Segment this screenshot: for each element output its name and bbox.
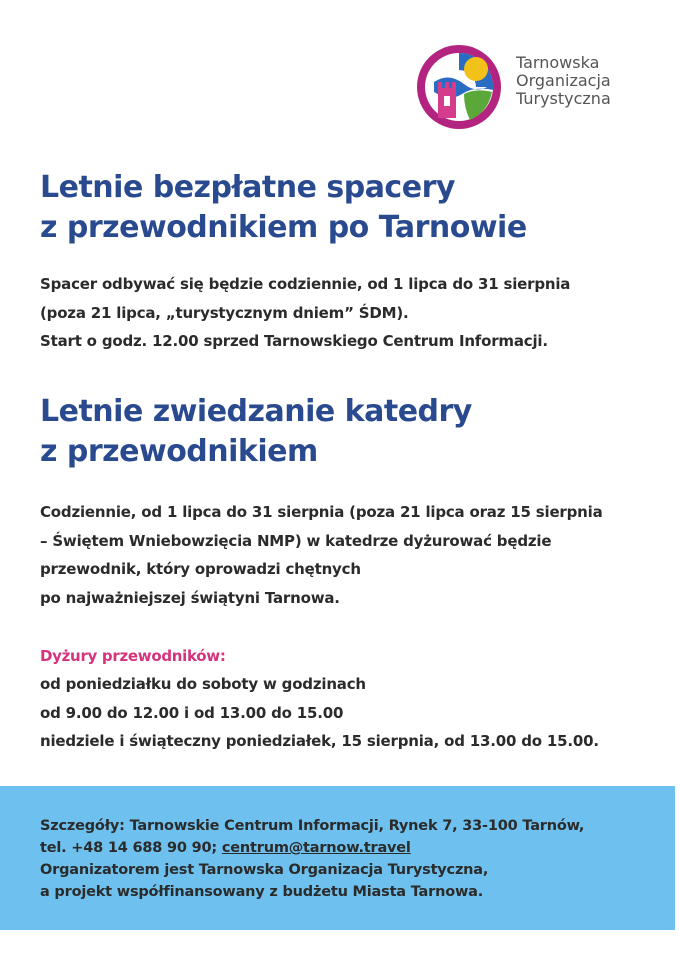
duty-hours-line: od 9.00 do 12.00 i od 13.00 do 15.00 xyxy=(40,703,344,722)
footer-line-4: a projekt współfinansowany z budżetu Miasta Tarnowa. xyxy=(40,884,484,900)
section2-body-line: po najważniejszej świątyni Tarnowa. xyxy=(40,588,340,607)
footer-line-2 xyxy=(40,837,584,859)
tarnow-logo-icon xyxy=(414,42,504,132)
section2-title xyxy=(40,392,472,472)
duty-heading: Dyżury przewodników: xyxy=(40,647,226,665)
footer-line-3: Organizatorem jest Tarnowska Organizacja Turystyczna, xyxy=(40,862,489,878)
section1-title-line-1: Letnie bezpłatne spacery xyxy=(40,170,455,205)
section2-body-line: Codziennie, od 1 lipca do 31 sierpnia (poza 21 lipca oraz 15 sierpnia xyxy=(40,503,603,521)
email-link[interactable]: centrum@tarnow.travel xyxy=(221,840,411,856)
section1-title-line-2: z przewodnikiem po Tarnowie xyxy=(40,210,527,245)
section1-body-line: (poza 21 lipca, „turystycznym dniem” ŚDM). xyxy=(40,303,409,322)
logo-text xyxy=(516,54,611,108)
section2-body xyxy=(40,498,603,612)
section1-title xyxy=(40,168,527,248)
section1-body xyxy=(40,270,570,356)
footer-line-1: Szczegóły: Tarnowskie Centrum Informacji, Rynek 7, 33-100 Tarnów, xyxy=(40,818,585,834)
section1-body-line: Spacer odbywać się będzie codziennie, od 1 lipca do 31 sierpnia xyxy=(40,275,571,293)
footer-text xyxy=(40,815,584,903)
section2-title-line-1: Letnie zwiedzanie katedry xyxy=(40,394,472,429)
duty-hours xyxy=(40,670,599,756)
logo-line-3: Turystyczna xyxy=(516,89,611,108)
section1-body-line: Start o godz. 12.00 sprzed Tarnowskiego Centrum Informacji. xyxy=(40,332,548,350)
section2-body-line: – Świętem Wniebowzięcia NMP) w katedrze dyżurować będzie xyxy=(40,531,552,550)
duty-hours-line: niedziele i świąteczny poniedziałek, 15 sierpnia, od 13.00 do 15.00. xyxy=(40,732,599,750)
logo-line-2: Organizacja xyxy=(516,71,611,90)
logo-line-1: Tarnowska xyxy=(516,53,600,72)
section2-body-line: przewodnik, który oprowadzi chętnych xyxy=(40,560,361,578)
footer-phone: tel. +48 14 688 90 90; xyxy=(40,840,222,856)
duty-hours-line: od poniedziałku do soboty w godzinach xyxy=(40,675,366,693)
section2-title-line-2: z przewodnikiem xyxy=(40,434,318,469)
